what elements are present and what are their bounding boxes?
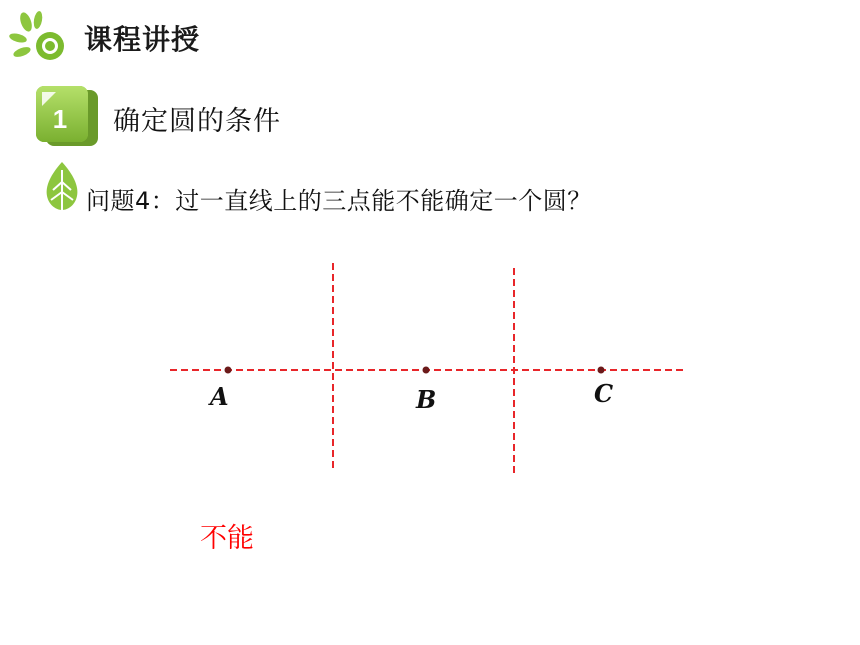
point-c-label: C — [594, 379, 614, 408]
section-title: 确定圆的条件 — [113, 106, 281, 137]
point-a-label: A — [210, 382, 229, 411]
answer-text: 不能 — [200, 523, 254, 554]
point-c — [598, 367, 605, 374]
point-b-label: B — [416, 385, 437, 414]
section-number: 1 — [52, 104, 68, 134]
point-b — [423, 367, 430, 374]
point-a — [225, 367, 232, 374]
question-text: 问题4：过一直线上的三点能不能确定一个圆？ — [86, 187, 592, 215]
page-title: 课程讲授 — [84, 23, 201, 56]
